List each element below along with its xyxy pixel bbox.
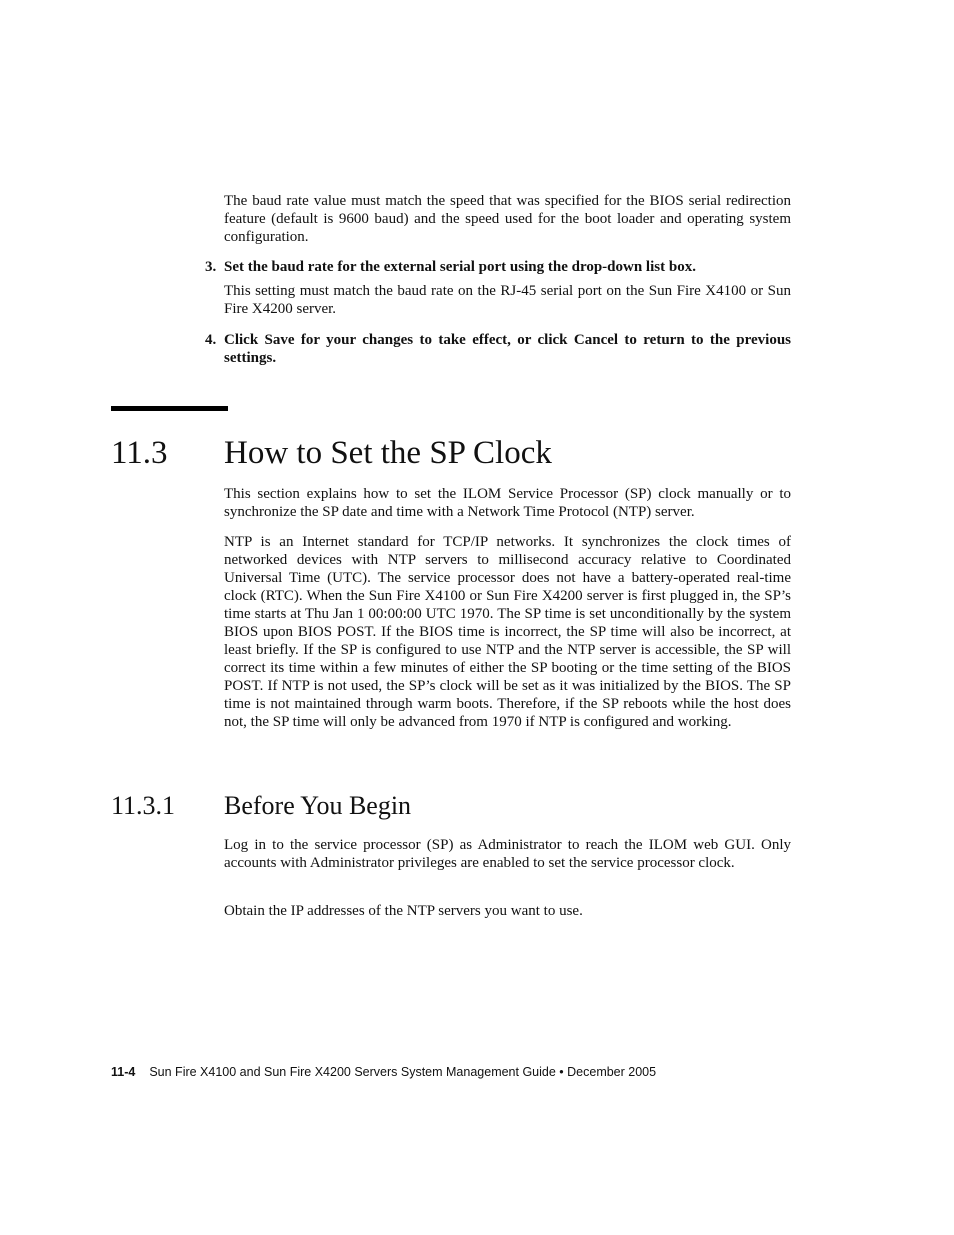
step-3 <box>205 259 791 277</box>
subsection-title: Before You Begin <box>224 791 412 820</box>
step-3-paragraph: This setting must match the baud rate on the RJ-45 serial port on the Sun Fire X4100 or Sun Fire X4200 server. <box>224 283 791 317</box>
page-footer <box>111 1064 656 1080</box>
step-3-instruction: Set the baud rate for the external serial port using the drop-down list box. <box>224 259 696 275</box>
step-3-number: 3. <box>205 259 217 275</box>
section-number: 11.3 <box>111 435 168 471</box>
ntp-paragraph: NTP is an Internet standard for TCP/IP networks. It synchronizes the clock times of networked devices with NTP servers to millisecond accuracy relative to Coordinated Universal Time (UTC). The service processor does not have a battery-operated real-time clock (RTC). When the Sun Fire X4100 or Sun Fire X4200 server is first plugged in, the SP’s time starts at Thu Jan 1 00:00:00 UTC 1970. The SP time is set unconditionally by the system BIOS upon BIOS POST. If the BIOS time is incorrect, the SP time will also be incorrect, at least briefly. If the SP is configured to use NTP and the NTP server is accessible, the SP will correct its time within a few minutes of either the SP booting or the time setting of the BIOS POST. If NTP is not used, the SP’s clock will be set as it was initialized by the BIOS. The SP time is not maintained through warm boots. Therefore, if the SP reboots while the host does not, the SP time will only be advanced from 1970 if NTP is configured and working. <box>224 534 791 730</box>
subsection-number: 11.3.1 <box>111 791 176 820</box>
ntp-servers-paragraph: Obtain the IP addresses of the NTP servers you want to use. <box>224 903 583 919</box>
step-4-number: 4. <box>205 332 217 348</box>
footer-text: Sun Fire X4100 and Sun Fire X4200 Servers System Management Guide • December 2005 <box>149 1065 657 1079</box>
baud-rate-paragraph: The baud rate value must match the speed that was specified for the BIOS serial redirection feature (default is 9600 baud) and the speed used for the boot loader and operating system configuration. <box>224 193 791 245</box>
page-number: 11-4 <box>111 1065 136 1079</box>
login-paragraph: Log in to the service processor (SP) as Administrator to reach the ILOM web GUI. Only accounts with Administrator privileges are enabled to set the service processor clock. <box>224 837 791 871</box>
section-divider-rule <box>111 406 228 411</box>
section-title: How to Set the SP Clock <box>224 435 552 471</box>
section-intro-paragraph: This section explains how to set the ILOM Service Processor (SP) clock manually or to synchronize the SP date and time with a Network Time Protocol (NTP) server. <box>224 486 791 520</box>
step-4 <box>205 332 791 367</box>
step-4-instruction: Click Save for your changes to take effect, or click Cancel to return to the previous settings. <box>224 332 791 366</box>
